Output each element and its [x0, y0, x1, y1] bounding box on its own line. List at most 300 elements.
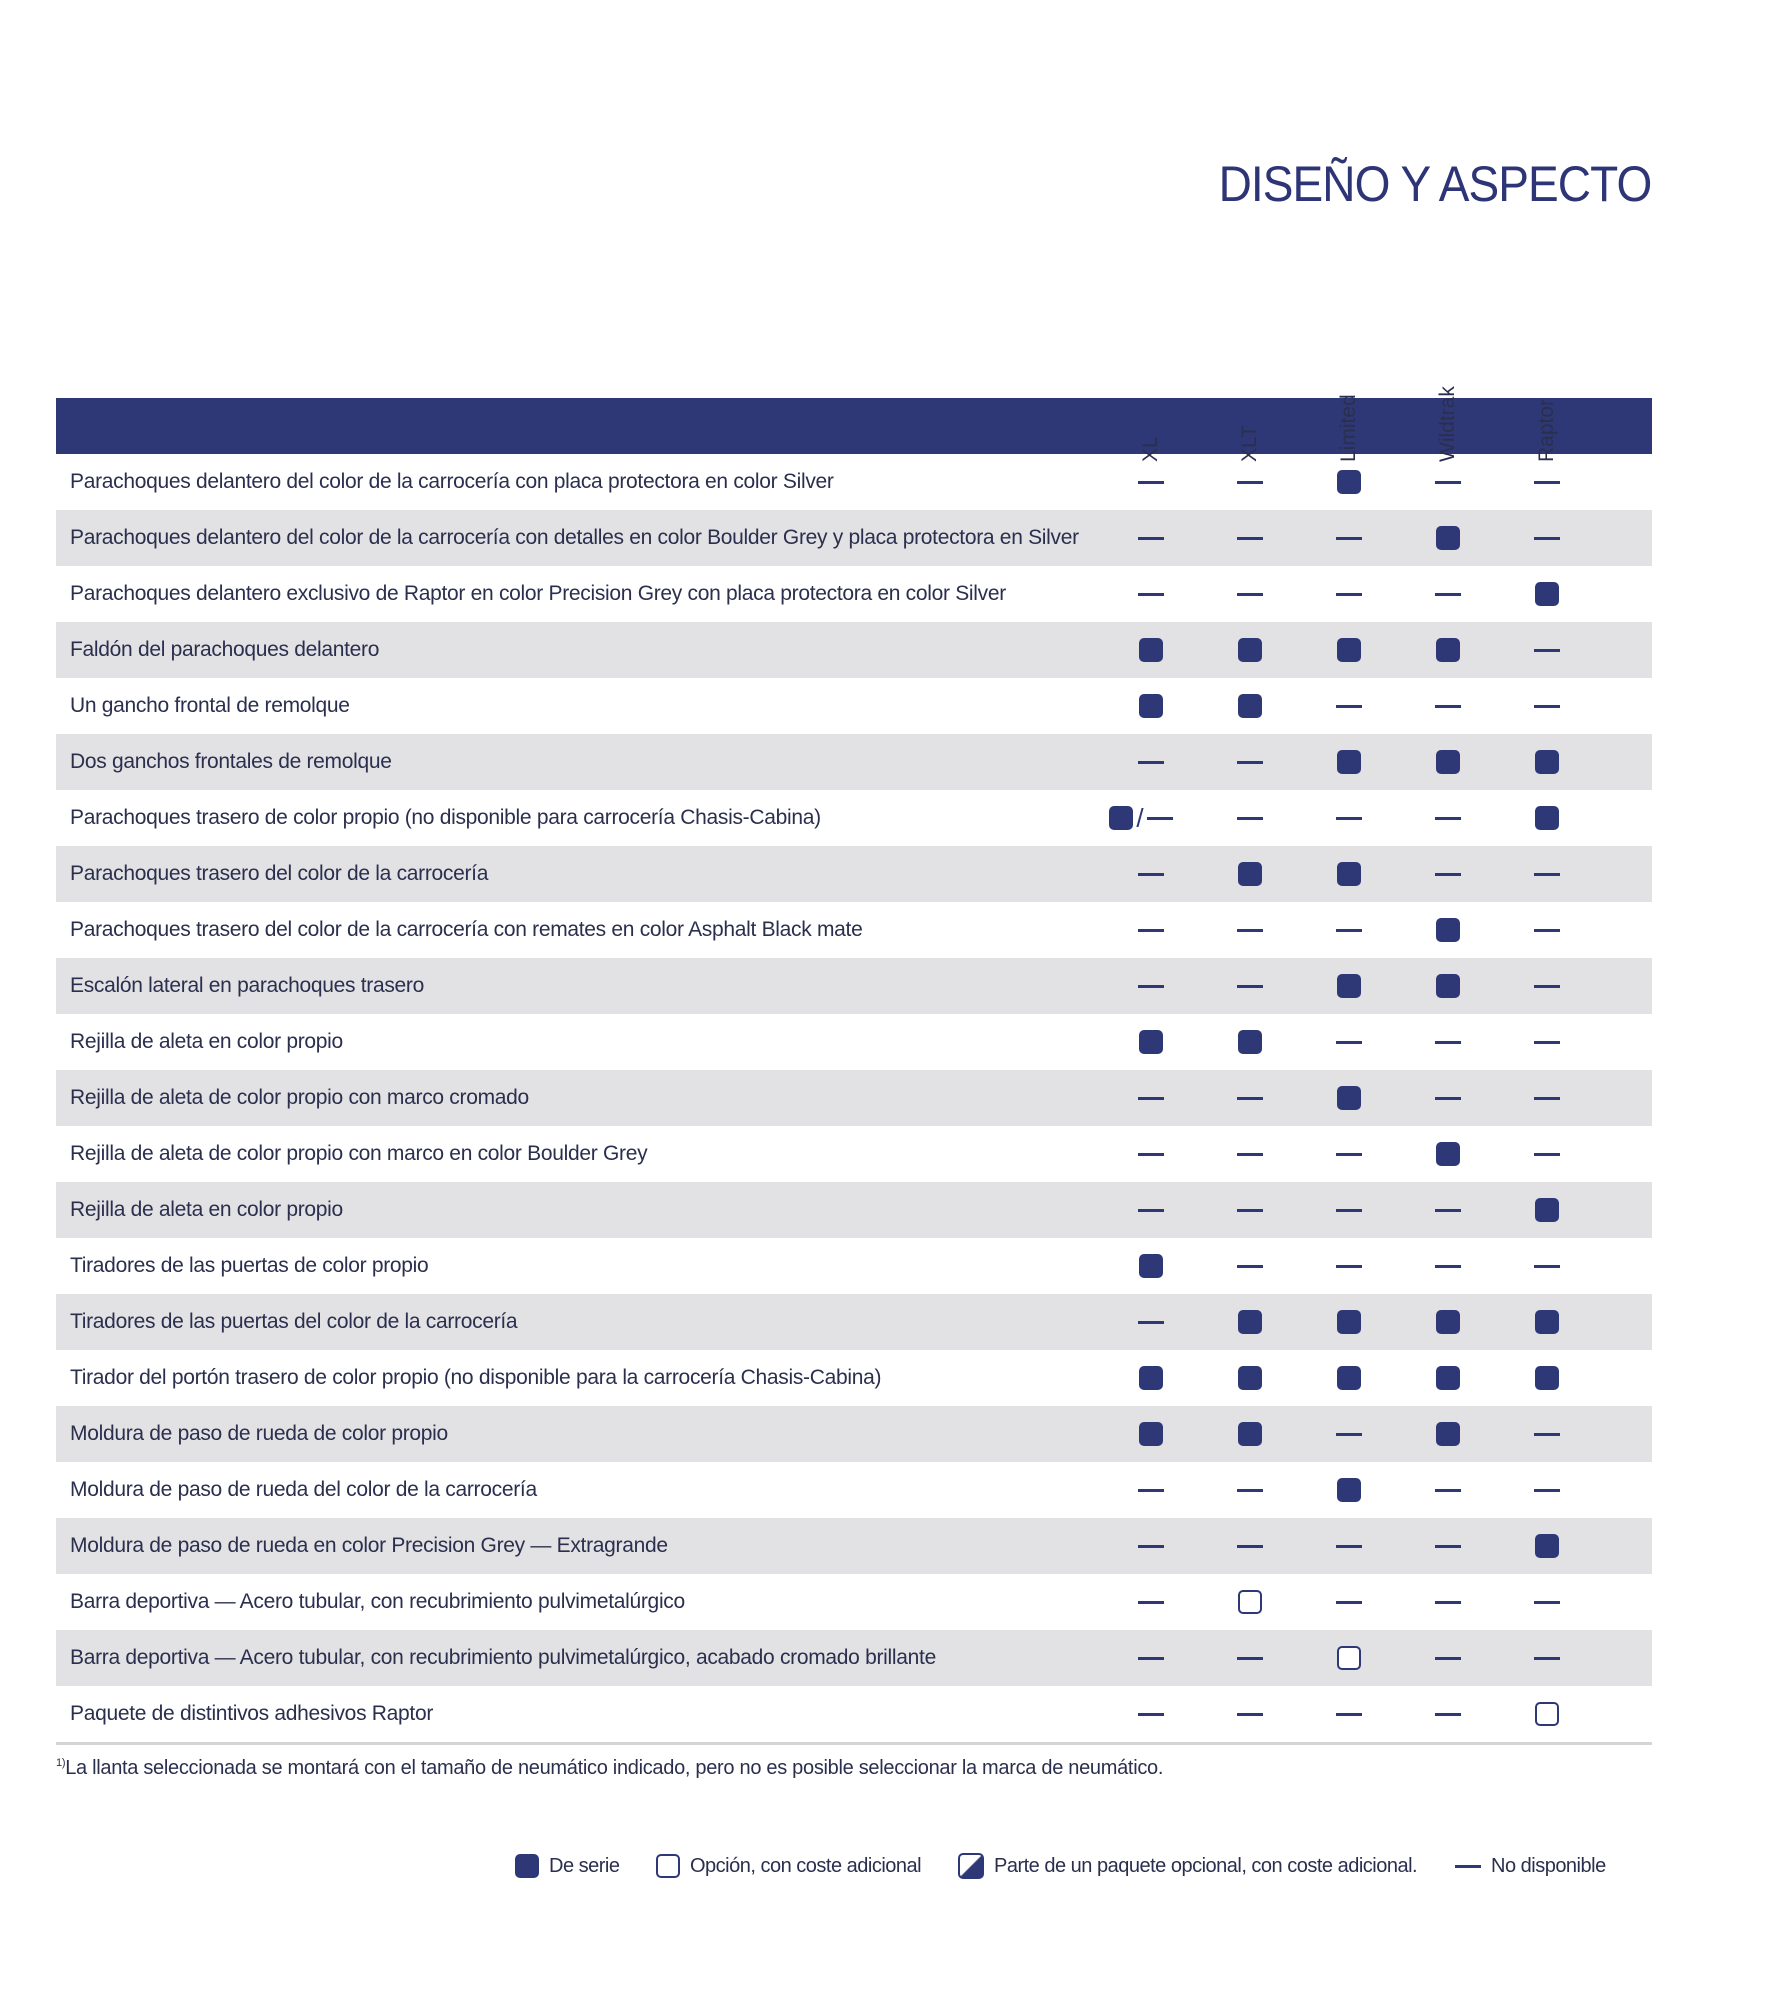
column-header-label: XLT	[1238, 425, 1261, 462]
dash-icon	[1237, 593, 1263, 596]
cell-wildtrak	[1418, 1574, 1478, 1630]
dash-icon	[1237, 817, 1263, 820]
cell-xl	[1121, 454, 1181, 510]
dash-icon	[1237, 1657, 1263, 1660]
column-header-wildtrak	[1433, 292, 1463, 462]
dash-icon	[1138, 761, 1164, 764]
dash-icon	[1138, 1657, 1164, 1660]
cell-wildtrak	[1418, 958, 1478, 1014]
cell-xl	[1121, 1350, 1181, 1406]
feature-table	[56, 290, 1652, 1745]
cell-raptor	[1517, 846, 1577, 902]
cell-xl	[1121, 958, 1181, 1014]
cell-limited	[1319, 1686, 1379, 1742]
footnote-text: La llanta seleccionada se montará con el tamaño de neumático indicado, pero no es posible seleccionar la marca de neumático.	[65, 1757, 1164, 1779]
cell-limited	[1319, 454, 1379, 510]
column-header-label: Limited	[1337, 394, 1360, 462]
cell-limited	[1319, 1070, 1379, 1126]
cell-raptor	[1517, 958, 1577, 1014]
table-row	[56, 846, 1652, 902]
table-bottom-rule	[56, 1742, 1652, 1745]
cell-xl	[1121, 1574, 1181, 1630]
dash-icon	[1237, 1209, 1263, 1212]
feature-label: Tirador del portón trasero de color propio (no disponible para la carrocería Chasis-Cabina)	[70, 1366, 882, 1389]
dash-icon	[1435, 1489, 1461, 1492]
dash-icon	[1534, 481, 1560, 484]
dash-icon	[1138, 1489, 1164, 1492]
cell-raptor	[1517, 790, 1577, 846]
dash-icon	[1435, 1265, 1461, 1268]
feature-label: Moldura de paso de rueda de color propio	[70, 1422, 448, 1445]
cell-xlt	[1220, 846, 1280, 902]
dash-icon	[1138, 873, 1164, 876]
dash-icon	[1336, 1153, 1362, 1156]
dash-icon	[1435, 705, 1461, 708]
cell-wildtrak	[1418, 846, 1478, 902]
table-row	[56, 1686, 1652, 1742]
cell-xl	[1121, 1406, 1181, 1462]
dash-icon	[1138, 481, 1164, 484]
filled-square-icon	[1436, 1366, 1460, 1390]
dash-icon	[1534, 649, 1560, 652]
legend-standard	[515, 1848, 619, 1884]
cell-raptor	[1517, 1182, 1577, 1238]
legend-standard-label: De serie	[549, 1854, 620, 1877]
cell-raptor	[1517, 1350, 1577, 1406]
table-row	[56, 1070, 1652, 1126]
dash-icon	[1237, 1713, 1263, 1716]
filled-square-icon	[1238, 638, 1262, 662]
cell-xlt	[1220, 1294, 1280, 1350]
filled-square-icon	[1139, 1366, 1163, 1390]
cell-xl	[1121, 846, 1181, 902]
dash-icon	[1237, 1489, 1263, 1492]
column-header-limited	[1334, 292, 1364, 462]
table-row	[56, 454, 1652, 510]
cell-xl	[1121, 1294, 1181, 1350]
cell-wildtrak	[1418, 1518, 1478, 1574]
dash-icon	[1534, 1153, 1560, 1156]
table-header-band	[56, 398, 1652, 454]
table-row	[56, 622, 1652, 678]
cell-xlt	[1220, 1630, 1280, 1686]
dash-icon	[1138, 537, 1164, 540]
dash-icon	[1138, 1545, 1164, 1548]
dash-icon	[1534, 873, 1560, 876]
dash-icon	[1237, 1545, 1263, 1548]
cell-raptor	[1517, 1294, 1577, 1350]
cell-wildtrak	[1418, 510, 1478, 566]
filled-square-icon	[1436, 918, 1460, 942]
slash-separator: /	[1136, 803, 1144, 833]
table-row	[56, 1630, 1652, 1686]
cell-xl	[1101, 790, 1181, 846]
filled-square-icon	[1535, 1198, 1559, 1222]
filled-square-icon	[1238, 1030, 1262, 1054]
column-header-label: XL	[1139, 436, 1162, 462]
table-row	[56, 1294, 1652, 1350]
outline-square-icon	[656, 1854, 680, 1878]
cell-raptor	[1517, 566, 1577, 622]
filled-square-icon	[1535, 1310, 1559, 1334]
dash-icon	[1435, 593, 1461, 596]
cell-raptor	[1517, 1462, 1577, 1518]
filled-square-icon	[1238, 694, 1262, 718]
filled-square-icon	[1337, 974, 1361, 998]
cell-xl	[1121, 1686, 1181, 1742]
cell-wildtrak	[1418, 1182, 1478, 1238]
dash-icon	[1435, 481, 1461, 484]
feature-label: Barra deportiva — Acero tubular, con recubrimiento pulvimetalúrgico	[70, 1590, 685, 1613]
cell-limited	[1319, 790, 1379, 846]
feature-label: Parachoques trasero del color de la carrocería con remates en color Asphalt Black mate	[70, 918, 863, 941]
feature-label: Rejilla de aleta de color propio con marco cromado	[70, 1086, 529, 1109]
table-row	[56, 1462, 1652, 1518]
feature-label: Moldura de paso de rueda en color Precision Grey — Extragrande	[70, 1534, 668, 1557]
cell-wildtrak	[1418, 1070, 1478, 1126]
dash-icon	[1534, 705, 1560, 708]
feature-label: Parachoques trasero de color propio (no disponible para carrocería Chasis-Cabina)	[70, 806, 821, 829]
dash-icon	[1336, 1433, 1362, 1436]
dash-icon	[1435, 1601, 1461, 1604]
dash-icon	[1336, 1545, 1362, 1548]
dash-icon	[1336, 1209, 1362, 1212]
half-filled-square-icon	[958, 1853, 984, 1879]
filled-square-icon	[1535, 806, 1559, 830]
column-header-rotator	[1136, 362, 1166, 462]
filled-square-icon	[1109, 806, 1133, 830]
feature-label: Rejilla de aleta de color propio con marco en color Boulder Grey	[70, 1142, 648, 1165]
dash-icon	[1336, 705, 1362, 708]
dash-icon	[1534, 929, 1560, 932]
dash-icon	[1534, 1489, 1560, 1492]
cell-xlt	[1220, 1126, 1280, 1182]
dash-icon	[1435, 1657, 1461, 1660]
dash-icon	[1435, 1097, 1461, 1100]
cell-limited	[1319, 734, 1379, 790]
filled-square-icon	[1535, 1534, 1559, 1558]
column-header-label: Wildtrak	[1436, 386, 1459, 462]
table-row	[56, 510, 1652, 566]
dash-icon	[1336, 593, 1362, 596]
dash-icon	[1237, 481, 1263, 484]
dash-icon	[1237, 537, 1263, 540]
dash-icon	[1534, 1265, 1560, 1268]
dash-icon	[1534, 537, 1560, 540]
cell-wildtrak	[1418, 1462, 1478, 1518]
cell-wildtrak	[1418, 566, 1478, 622]
dash-icon	[1534, 1041, 1560, 1044]
cell-limited	[1319, 1462, 1379, 1518]
feature-label: Parachoques delantero del color de la carrocería con detalles en color Boulder Grey y placa protectora en Silver	[70, 526, 1079, 549]
feature-label: Faldón del parachoques delantero	[70, 638, 380, 661]
cell-wildtrak	[1418, 734, 1478, 790]
filled-square-icon	[1535, 582, 1559, 606]
filled-square-icon	[515, 1854, 539, 1878]
dash-icon	[1138, 1321, 1164, 1324]
table-row	[56, 1518, 1652, 1574]
feature-label: Tiradores de las puertas de color propio	[70, 1254, 429, 1277]
filled-square-icon	[1436, 1422, 1460, 1446]
filled-square-icon	[1436, 750, 1460, 774]
cell-limited	[1319, 902, 1379, 958]
cell-wildtrak	[1418, 622, 1478, 678]
column-header-rotator	[1532, 362, 1562, 462]
dash-icon	[1237, 1153, 1263, 1156]
cell-limited	[1319, 846, 1379, 902]
cell-xl	[1121, 566, 1181, 622]
dash-icon	[1336, 1041, 1362, 1044]
cell-raptor	[1517, 1126, 1577, 1182]
cell-limited	[1319, 1238, 1379, 1294]
dash-icon	[1336, 537, 1362, 540]
cell-wildtrak	[1418, 1406, 1478, 1462]
filled-square-icon	[1436, 638, 1460, 662]
filled-square-icon	[1535, 750, 1559, 774]
cell-raptor	[1517, 1574, 1577, 1630]
cell-limited	[1319, 566, 1379, 622]
cell-limited	[1319, 510, 1379, 566]
cell-xlt	[1220, 958, 1280, 1014]
column-header-xlt	[1235, 292, 1265, 462]
dash-icon	[1336, 1265, 1362, 1268]
cell-limited	[1319, 958, 1379, 1014]
legend-package	[958, 1848, 1417, 1884]
dash-icon	[1336, 1601, 1362, 1604]
cell-xl	[1121, 902, 1181, 958]
table-row	[56, 1574, 1652, 1630]
filled-square-icon	[1238, 862, 1262, 886]
cell-raptor	[1517, 1406, 1577, 1462]
filled-square-icon	[1337, 638, 1361, 662]
filled-square-icon	[1238, 1310, 1262, 1334]
cell-wildtrak	[1418, 1238, 1478, 1294]
legend-unavailable	[1455, 1848, 1606, 1884]
filled-square-icon	[1139, 638, 1163, 662]
dash-icon	[1534, 1433, 1560, 1436]
table-row	[56, 1014, 1652, 1070]
dash-icon	[1336, 1713, 1362, 1716]
cell-raptor	[1517, 1014, 1577, 1070]
filled-square-icon	[1139, 1254, 1163, 1278]
footnote	[56, 1757, 1163, 1780]
cell-limited	[1319, 1182, 1379, 1238]
cell-limited	[1319, 1518, 1379, 1574]
filled-square-icon	[1139, 1422, 1163, 1446]
cell-xl	[1121, 622, 1181, 678]
filled-square-icon	[1337, 470, 1361, 494]
cell-raptor	[1517, 510, 1577, 566]
column-headers	[56, 290, 1652, 462]
cell-xl	[1121, 1182, 1181, 1238]
dash-icon	[1435, 1713, 1461, 1716]
dash-icon	[1138, 593, 1164, 596]
cell-limited	[1319, 678, 1379, 734]
dash-icon	[1237, 761, 1263, 764]
standard-or-unavailable-mark	[1109, 805, 1172, 831]
filled-square-icon	[1436, 1142, 1460, 1166]
dash-icon	[1147, 817, 1173, 820]
dash-icon	[1435, 1041, 1461, 1044]
filled-square-icon	[1436, 974, 1460, 998]
table-row	[56, 734, 1652, 790]
feature-label: Paquete de distintivos adhesivos Raptor	[70, 1702, 434, 1725]
cell-xl	[1121, 678, 1181, 734]
table-row	[56, 958, 1652, 1014]
dash-icon	[1237, 929, 1263, 932]
page-title: DISEÑO Y ASPECTO	[1218, 156, 1651, 212]
filled-square-icon	[1436, 526, 1460, 550]
cell-xlt	[1220, 1518, 1280, 1574]
filled-square-icon	[1337, 862, 1361, 886]
dash-icon	[1435, 1545, 1461, 1548]
cell-xlt	[1220, 1406, 1280, 1462]
column-header-rotator	[1334, 362, 1364, 462]
feature-label: Rejilla de aleta en color propio	[70, 1030, 343, 1053]
cell-xl	[1121, 1630, 1181, 1686]
table-row	[56, 902, 1652, 958]
dash-icon	[1138, 1153, 1164, 1156]
feature-label: Un gancho frontal de remolque	[70, 694, 350, 717]
legend	[0, 1848, 1779, 1884]
cell-wildtrak	[1418, 1630, 1478, 1686]
cell-xlt	[1220, 454, 1280, 510]
cell-xlt	[1220, 1574, 1280, 1630]
table-row	[56, 1182, 1652, 1238]
dash-icon	[1435, 873, 1461, 876]
filled-square-icon	[1337, 750, 1361, 774]
legend-package-label: Parte de un paquete opcional, con coste adicional.	[994, 1854, 1418, 1877]
cell-xlt	[1220, 902, 1280, 958]
column-header-label: Raptor	[1535, 398, 1558, 462]
column-header-xl	[1136, 292, 1166, 462]
outline-square-icon	[1337, 1646, 1361, 1670]
cell-raptor	[1517, 678, 1577, 734]
dash-icon	[1534, 1601, 1560, 1604]
cell-raptor	[1517, 454, 1577, 510]
cell-limited	[1319, 1014, 1379, 1070]
cell-raptor	[1517, 902, 1577, 958]
table-row	[56, 790, 1652, 846]
cell-xlt	[1220, 1462, 1280, 1518]
cell-xl	[1121, 1518, 1181, 1574]
outline-square-icon	[1238, 1590, 1262, 1614]
cell-limited	[1319, 1406, 1379, 1462]
filled-square-icon	[1337, 1478, 1361, 1502]
feature-label: Rejilla de aleta en color propio	[70, 1198, 343, 1221]
dash-icon	[1138, 929, 1164, 932]
cell-wildtrak	[1418, 790, 1478, 846]
table-row	[56, 1406, 1652, 1462]
filled-square-icon	[1139, 694, 1163, 718]
cell-xlt	[1220, 678, 1280, 734]
cell-wildtrak	[1418, 1126, 1478, 1182]
table-row	[56, 566, 1652, 622]
cell-xlt	[1220, 790, 1280, 846]
dash-icon	[1237, 1097, 1263, 1100]
cell-raptor	[1517, 1630, 1577, 1686]
cell-limited	[1319, 622, 1379, 678]
cell-xlt	[1220, 1070, 1280, 1126]
cell-xl	[1121, 1070, 1181, 1126]
dash-icon	[1138, 1713, 1164, 1716]
cell-xlt	[1220, 1350, 1280, 1406]
cell-limited	[1319, 1126, 1379, 1182]
dash-icon	[1534, 985, 1560, 988]
feature-label: Barra deportiva — Acero tubular, con recubrimiento pulvimetalúrgico, acabado cromado brillante	[70, 1646, 936, 1669]
legend-option-label: Opción, con coste adicional	[690, 1854, 922, 1877]
cell-xlt	[1220, 734, 1280, 790]
cell-xlt	[1220, 1686, 1280, 1742]
table-row	[56, 1350, 1652, 1406]
cell-wildtrak	[1418, 902, 1478, 958]
feature-label: Parachoques delantero exclusivo de Raptor en color Precision Grey con placa protectora en color Silver	[70, 582, 1006, 605]
cell-raptor	[1517, 1686, 1577, 1742]
dash-icon	[1455, 1865, 1481, 1868]
dash-icon	[1138, 1097, 1164, 1100]
feature-label: Parachoques delantero del color de la carrocería con placa protectora en color Silver	[70, 470, 834, 493]
cell-wildtrak	[1418, 678, 1478, 734]
filled-square-icon	[1337, 1366, 1361, 1390]
cell-xl	[1121, 1014, 1181, 1070]
feature-label: Escalón lateral en parachoques trasero	[70, 974, 424, 997]
dash-icon	[1435, 817, 1461, 820]
cell-limited	[1319, 1574, 1379, 1630]
filled-square-icon	[1139, 1030, 1163, 1054]
cell-raptor	[1517, 622, 1577, 678]
cell-xlt	[1220, 1182, 1280, 1238]
cell-raptor	[1517, 734, 1577, 790]
column-header-rotator	[1235, 362, 1265, 462]
column-header-raptor	[1532, 292, 1562, 462]
column-header-rotator	[1433, 362, 1463, 462]
cell-raptor	[1517, 1518, 1577, 1574]
dash-icon	[1138, 1601, 1164, 1604]
cell-xl	[1121, 1462, 1181, 1518]
cell-wildtrak	[1418, 1014, 1478, 1070]
dash-icon	[1138, 985, 1164, 988]
cell-wildtrak	[1418, 1350, 1478, 1406]
cell-xl	[1121, 1126, 1181, 1182]
cell-wildtrak	[1418, 1686, 1478, 1742]
dash-icon	[1237, 1265, 1263, 1268]
cell-xlt	[1220, 510, 1280, 566]
filled-square-icon	[1436, 1310, 1460, 1334]
dash-icon	[1336, 929, 1362, 932]
table-row	[56, 1238, 1652, 1294]
cell-wildtrak	[1418, 454, 1478, 510]
dash-icon	[1237, 985, 1263, 988]
cell-xl	[1121, 734, 1181, 790]
cell-xlt	[1220, 1238, 1280, 1294]
feature-label: Moldura de paso de rueda del color de la carrocería	[70, 1478, 537, 1501]
cell-wildtrak	[1418, 1294, 1478, 1350]
filled-square-icon	[1535, 1366, 1559, 1390]
cell-limited	[1319, 1350, 1379, 1406]
cell-limited	[1319, 1630, 1379, 1686]
feature-label: Dos ganchos frontales de remolque	[70, 750, 392, 773]
footnote-marker: 1)	[56, 1757, 66, 1769]
legend-option	[656, 1848, 921, 1884]
cell-raptor	[1517, 1238, 1577, 1294]
dash-icon	[1435, 1209, 1461, 1212]
dash-icon	[1534, 1097, 1560, 1100]
cell-xlt	[1220, 622, 1280, 678]
table-row	[56, 678, 1652, 734]
cell-xl	[1121, 510, 1181, 566]
filled-square-icon	[1238, 1366, 1262, 1390]
feature-label: Parachoques trasero del color de la carrocería	[70, 862, 489, 885]
